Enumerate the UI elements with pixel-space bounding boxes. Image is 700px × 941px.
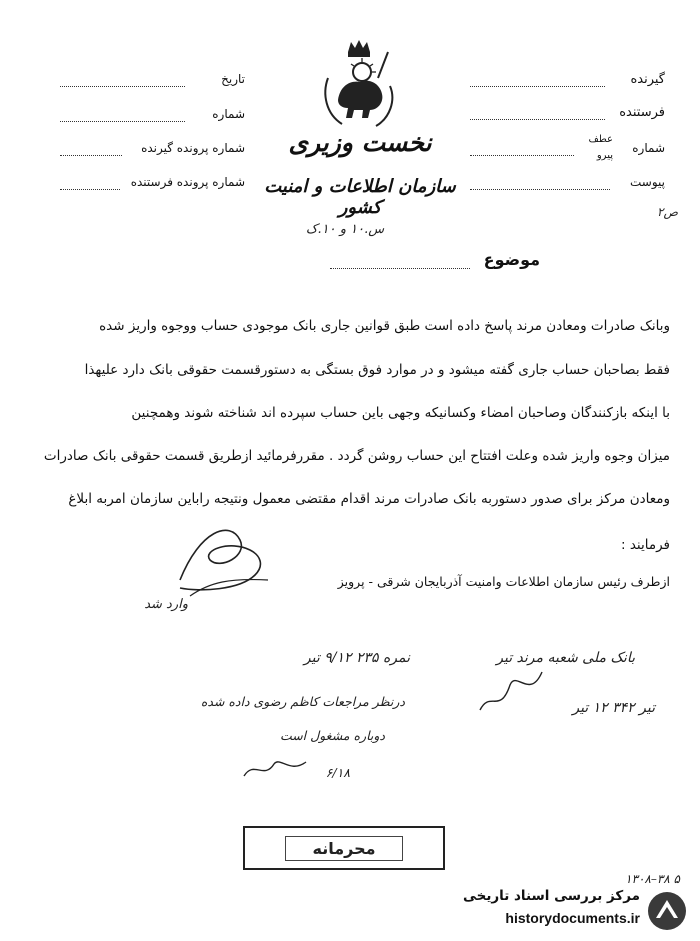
- body-line-2: فقط بصاحبان حساب جاری گفته میشود و در موارد فوق بستگی به دستورقسمت حقوقی بانک دارد علیهذا: [84, 362, 670, 378]
- right-signature-scribble-icon: [470, 660, 550, 720]
- ref-number-label: شماره: [632, 141, 665, 155]
- handwritten-received-note: وارد شد: [144, 597, 188, 612]
- body-line-1: وبانک صادرات ومعادن مرند پاسخ داده است طبق قوانین جاری بانک موجودی حساب ووجوه واریز شده: [99, 318, 670, 334]
- body-line-3: با اینکه بازکنندگان وصاحبان امضاء وکسانیکه وجهی باین حساب سپرده اند شناخته شوند وهمچنین: [131, 405, 670, 421]
- watermark: [420, 888, 690, 934]
- subject-line: [330, 268, 470, 269]
- ref-code: س.۱۰ و ۱۰.ک: [305, 222, 385, 237]
- signature-scribble-icon: [160, 520, 280, 600]
- sender-file-number-line: [60, 189, 120, 190]
- attachment-line: [470, 189, 610, 190]
- lion-and-sun-emblem-icon: [318, 38, 400, 130]
- handwritten-right-note-1: بانک ملی شعبه مرند تیر: [496, 650, 635, 666]
- body-line-4: میزان وجوه واریز شده وعلت افتتاح این حساب روشن گردد . مقررفرمائید ازطریق قسمت حقوقی بانک صادرات: [43, 448, 670, 464]
- page-mark: ص۲: [657, 205, 678, 219]
- recipient-line: [470, 86, 605, 87]
- org-title: نخست وزیری: [288, 128, 432, 157]
- date-label: تاریخ: [221, 72, 245, 86]
- confidential-stamp-text: محرمانه: [285, 836, 402, 861]
- handwritten-note-2: درنظر مراجعات کاظم رضوی داده شده: [200, 694, 405, 709]
- sender-file-number-label: شماره پرونده فرستنده: [130, 175, 245, 189]
- handwritten-note-1: نمره ۲۳۵ ۹/۱۲ تیر: [303, 650, 410, 666]
- recipient-file-number-line: [60, 155, 122, 156]
- watermark-url: historydocuments.ir: [505, 910, 640, 926]
- ref-number-sub-bottom: پیرو: [596, 150, 613, 161]
- sender-line: [470, 119, 605, 120]
- body-line-6: فرمایند :: [620, 537, 670, 553]
- handwritten-right-note-2: تیر ۳۴۲ ۱۲ تیر: [572, 700, 655, 716]
- subject-label: موضوع: [483, 250, 540, 269]
- bottom-reference: ۱۳۰۸–۳۸ ۵: [625, 872, 680, 886]
- handwritten-note-3: دوباره مشغول است: [279, 728, 385, 743]
- ref-number-line: [470, 155, 574, 156]
- archive-logo-icon: [646, 890, 688, 932]
- body-line-5: ومعادن مرکز برای صدور دستوربه بانک صادرات مرند اقدام مقتضی معمول ونتیجه راباین سازمان امربه ابلاغ: [68, 491, 670, 507]
- number-field-line: [60, 121, 185, 122]
- ref-number-sub-top: عطف: [588, 134, 613, 145]
- watermark-title: مرکز بررسی اسناد تاریخی: [462, 888, 640, 904]
- org-subtitle: سازمان اطلاعات و امنیت کشور: [264, 176, 456, 218]
- signature-line: ازطرف رئیس سازمان اطلاعات وامنیت آذربایجان شرقی - پرویز: [337, 574, 670, 589]
- date-field-line: [60, 86, 185, 87]
- handwritten-date: ۶/۱۸: [325, 765, 350, 780]
- confidential-stamp: [243, 826, 445, 870]
- sender-label: فرستنده: [619, 105, 665, 120]
- recipient-file-number-label: شماره پرونده گیرنده: [141, 141, 245, 155]
- number-label: شماره: [212, 107, 245, 121]
- recipient-label: گیرنده: [630, 72, 665, 87]
- attachment-label: پیوست: [630, 175, 665, 189]
